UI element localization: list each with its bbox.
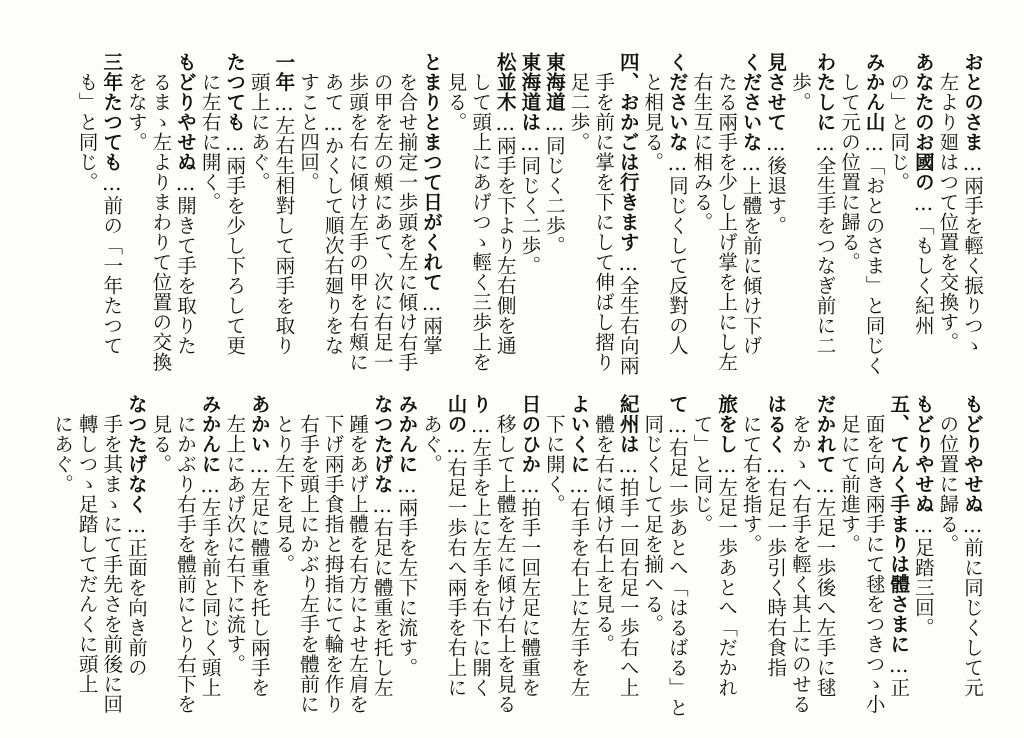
line-body: の」と同じ。 <box>887 52 911 192</box>
text-line <box>172 52 197 382</box>
line-body: …全生右向兩 <box>616 252 640 376</box>
line-heading: 山の <box>444 394 468 434</box>
line-body: 體を右に傾け右上を見る。 <box>592 394 616 654</box>
text-line <box>541 52 566 382</box>
line-body: の位置に歸る。 <box>936 394 960 554</box>
line-body: して元の位置に歸る。 <box>838 52 862 272</box>
text-line <box>394 52 419 382</box>
text-line <box>689 52 714 382</box>
text-line <box>320 394 345 722</box>
line-body: 轉しつゝ足踏してだんくに頭上 <box>75 394 99 694</box>
line-body: …左足一歩後へ左手に毬 <box>813 474 837 698</box>
text-line <box>910 52 935 382</box>
line-body: …上體を前に傾け下げ <box>739 152 763 356</box>
line-body: をかゝへ右手を輕く其上にのせる <box>788 394 812 714</box>
text-line <box>222 52 247 382</box>
line-body: 下げ兩手食指と拇指にて輪を作り <box>321 394 345 714</box>
text-line <box>148 52 173 382</box>
line-heading: もどりやせぬ <box>174 52 197 172</box>
line-body: と相見る。 <box>641 52 665 172</box>
text-line <box>345 52 370 382</box>
line-body: …兩手を左下に流す。 <box>395 474 419 678</box>
text-line <box>689 394 714 722</box>
text-line <box>369 52 394 382</box>
line-heading: 日のひか <box>518 394 542 474</box>
line-body: あぐ。 <box>419 394 443 474</box>
text-line <box>246 52 271 382</box>
line-heading: り <box>469 394 493 414</box>
text-line <box>812 394 837 722</box>
text-line <box>591 52 616 382</box>
text-line <box>49 394 74 722</box>
text-line <box>148 394 173 722</box>
line-body: 手を前に掌を下にして伸ばし摺り <box>592 52 616 372</box>
line-body: …兩手を下より左右側を通 <box>493 112 517 356</box>
line-body: にかぶり右手を體前にとり右下を <box>174 394 197 714</box>
line-body: 同じくして足を揃へる。 <box>641 394 665 634</box>
text-line <box>861 52 886 382</box>
line-body: にあぐ。 <box>51 394 75 494</box>
line-body: 踵をあげ上體を右方によせ左肩を <box>346 394 370 714</box>
text-line <box>935 394 960 722</box>
line-body: …兩手を少し下ろして更 <box>223 132 247 356</box>
line-body: 頭上にあぐ。 <box>247 52 271 192</box>
text-line <box>591 394 616 722</box>
line-body: して頭上にあげつゝ輕く三歩上を <box>469 52 493 372</box>
line-heading: みかんに <box>198 394 222 474</box>
line-heading: はるく <box>764 394 788 454</box>
text-line <box>74 394 99 722</box>
text-line <box>222 394 247 722</box>
text-line <box>738 394 763 722</box>
text-line <box>787 394 812 722</box>
text-line <box>935 52 960 382</box>
line-body: 右生互に相みる。 <box>690 52 714 232</box>
line-body: も」と同じ。 <box>75 52 99 192</box>
text-line <box>566 52 591 382</box>
line-body: 手を其まゝにて手先さを前後に回 <box>100 394 124 714</box>
text-line <box>763 52 788 382</box>
text-line <box>394 394 419 722</box>
line-body: て」と同じ。 <box>690 394 714 534</box>
line-heading: みかんに <box>395 394 419 474</box>
text-line <box>812 52 837 382</box>
line-body: …右足一歩あとへ「はるばる」と <box>665 414 689 718</box>
line-heading: わたしに <box>813 52 837 132</box>
line-body: 足にて前進す。 <box>838 394 862 554</box>
text-line <box>369 394 394 722</box>
line-body: …正 <box>887 654 911 698</box>
line-body: …全生手をつなぎ前に二 <box>813 132 837 356</box>
lower-text-block <box>40 394 984 722</box>
line-body: あて…かくして順次右廻りをな <box>321 52 345 356</box>
line-heading: あかい <box>247 394 271 454</box>
text-line <box>197 52 222 382</box>
line-heading: 四、おかごは行きます <box>616 52 640 252</box>
text-line <box>99 394 124 722</box>
line-body: 移して上體を左に傾け右上を見る <box>493 394 517 714</box>
line-body: …拍手一回左足に體重を <box>518 474 542 698</box>
text-line <box>836 52 861 382</box>
text-line <box>640 52 665 382</box>
line-heading: たつても <box>223 52 247 132</box>
line-body: …前の「一年たつて <box>100 172 124 356</box>
line-heading: みかん山 <box>862 52 886 132</box>
text-line <box>517 52 542 382</box>
line-heading: 東海道は <box>518 52 542 132</box>
line-body: すこと四回。 <box>296 52 320 192</box>
text-line <box>345 394 370 722</box>
text-line <box>959 52 984 382</box>
line-body: …「もしく紀州 <box>911 192 935 336</box>
line-heading: て <box>665 394 689 414</box>
text-line <box>123 52 148 382</box>
text-line <box>468 52 493 382</box>
line-heading: とまりとまつて日がくれて <box>419 52 443 292</box>
text-line <box>787 52 812 382</box>
line-heading: なつたげなく <box>124 394 148 514</box>
line-heading: 東海道 <box>542 52 566 112</box>
line-body: …兩掌 <box>419 292 443 356</box>
line-body: を合せ揃定一歩頭を左に傾け右手 <box>395 52 419 372</box>
line-body: …前に同じくして元 <box>961 514 984 698</box>
line-body: 見る。 <box>149 394 173 474</box>
line-heading: 紀州は <box>616 394 640 454</box>
line-heading: 五、てんく手まりは體さまに <box>887 394 911 654</box>
line-body: 左上にあげ次に右下に流す。 <box>223 394 247 674</box>
line-body: 歩頭を右に傾け左手の甲を右頰に <box>346 52 370 372</box>
line-body: …正面を向き前の <box>124 514 148 678</box>
text-line <box>418 394 443 722</box>
line-body: …右足一歩右へ兩手を右上に <box>444 434 468 698</box>
line-heading: あなたのお國の <box>911 52 935 192</box>
line-heading: 一年 <box>272 52 296 92</box>
line-body: 面を向き兩手にて毬をつきつゝ小 <box>862 394 886 714</box>
line-body: にて右を指す。 <box>739 394 763 554</box>
text-line <box>615 394 640 722</box>
text-line <box>664 52 689 382</box>
text-line <box>615 52 640 382</box>
line-body: に左右に開く。 <box>198 52 222 212</box>
text-line <box>123 394 148 722</box>
line-heading: 旅をし <box>715 394 739 454</box>
line-body: …開きて手を取りた <box>174 172 197 356</box>
line-body: …右手を右上に左手を左 <box>567 474 591 698</box>
text-line <box>99 52 124 382</box>
text-line <box>664 394 689 722</box>
text-line <box>320 52 345 382</box>
line-body: 右手を頭上にかぶり左手を體前に <box>296 394 320 714</box>
line-body: の甲を左の頰にあて、次に右足一 <box>370 52 394 372</box>
text-line <box>468 394 493 722</box>
text-line <box>713 52 738 382</box>
line-heading: なつたげな <box>370 394 394 494</box>
text-line <box>738 52 763 382</box>
text-line <box>271 394 296 722</box>
line-body: たる兩手を少し上げ掌を上にし左 <box>715 52 739 372</box>
line-body: …足踏三回。 <box>911 514 935 638</box>
line-body: 左より廻はつて位置を交換す。 <box>936 52 960 352</box>
text-line <box>861 394 886 722</box>
text-line <box>418 52 443 382</box>
line-body: …同じくして反對の人 <box>665 152 689 356</box>
line-heading: くださいな <box>665 52 689 152</box>
line-body: …拍手一回右足一歩右へ上 <box>616 454 640 698</box>
text-line <box>541 394 566 722</box>
line-body: …左足に體重を托し兩手を <box>247 454 271 698</box>
text-line <box>713 394 738 722</box>
text-line <box>910 394 935 722</box>
line-heading: 三年たつても <box>100 52 124 172</box>
text-line <box>886 52 911 382</box>
line-heading: くださいな <box>739 52 763 152</box>
line-heading: 松並木 <box>493 52 517 112</box>
line-body: …左足一歩あとへ「だかれ <box>715 454 739 698</box>
upper-text-block <box>40 52 984 382</box>
line-body: とり左下を見る。 <box>272 394 296 574</box>
line-body: …左右生相對して兩手を取り <box>272 92 296 356</box>
text-line <box>886 394 911 722</box>
text-line <box>566 394 591 722</box>
line-body: 足二歩。 <box>567 52 591 152</box>
text-line <box>295 52 320 382</box>
text-line <box>246 394 271 722</box>
line-body: 下に開く。 <box>542 394 566 514</box>
line-body: 見る。 <box>444 52 468 132</box>
line-heading: おとのさま <box>961 52 984 152</box>
line-heading: 見させて <box>764 52 788 132</box>
line-heading: もどりやせぬ <box>961 394 984 514</box>
text-line <box>959 394 984 722</box>
text-line <box>836 394 861 722</box>
text-line <box>295 394 320 722</box>
line-body: …左手を上に左手を右下に開く <box>469 414 493 698</box>
text-line <box>640 394 665 722</box>
text-line <box>74 52 99 382</box>
line-heading: だかれて <box>813 394 837 474</box>
line-body: …後退す。 <box>764 132 788 236</box>
text-line <box>443 394 468 722</box>
line-body: …右足一歩引く時右食指 <box>764 454 788 678</box>
text-line <box>517 394 542 722</box>
text-line <box>197 394 222 722</box>
text-line <box>443 52 468 382</box>
text-line <box>492 394 517 722</box>
line-body: るまゝ左よりまわりて位置の交換 <box>149 52 173 372</box>
text-line <box>492 52 517 382</box>
line-body: …兩手を輕く振りつゝ <box>961 152 984 356</box>
line-body: 歩。 <box>788 52 812 112</box>
line-body: …「おとのさま」と同じく <box>862 132 886 376</box>
line-body: …同じく二歩。 <box>542 112 566 256</box>
line-heading: もどりやせぬ <box>911 394 935 514</box>
line-body: …左手を前と同じく頭上 <box>198 474 222 698</box>
line-body: をなす。 <box>124 52 148 152</box>
text-line <box>172 394 197 722</box>
text-line <box>763 394 788 722</box>
text-line <box>271 52 296 382</box>
line-body: …同じく二歩。 <box>518 132 542 276</box>
line-heading: よいくに <box>567 394 591 474</box>
line-body: …右足に體重を托し左 <box>370 494 394 698</box>
